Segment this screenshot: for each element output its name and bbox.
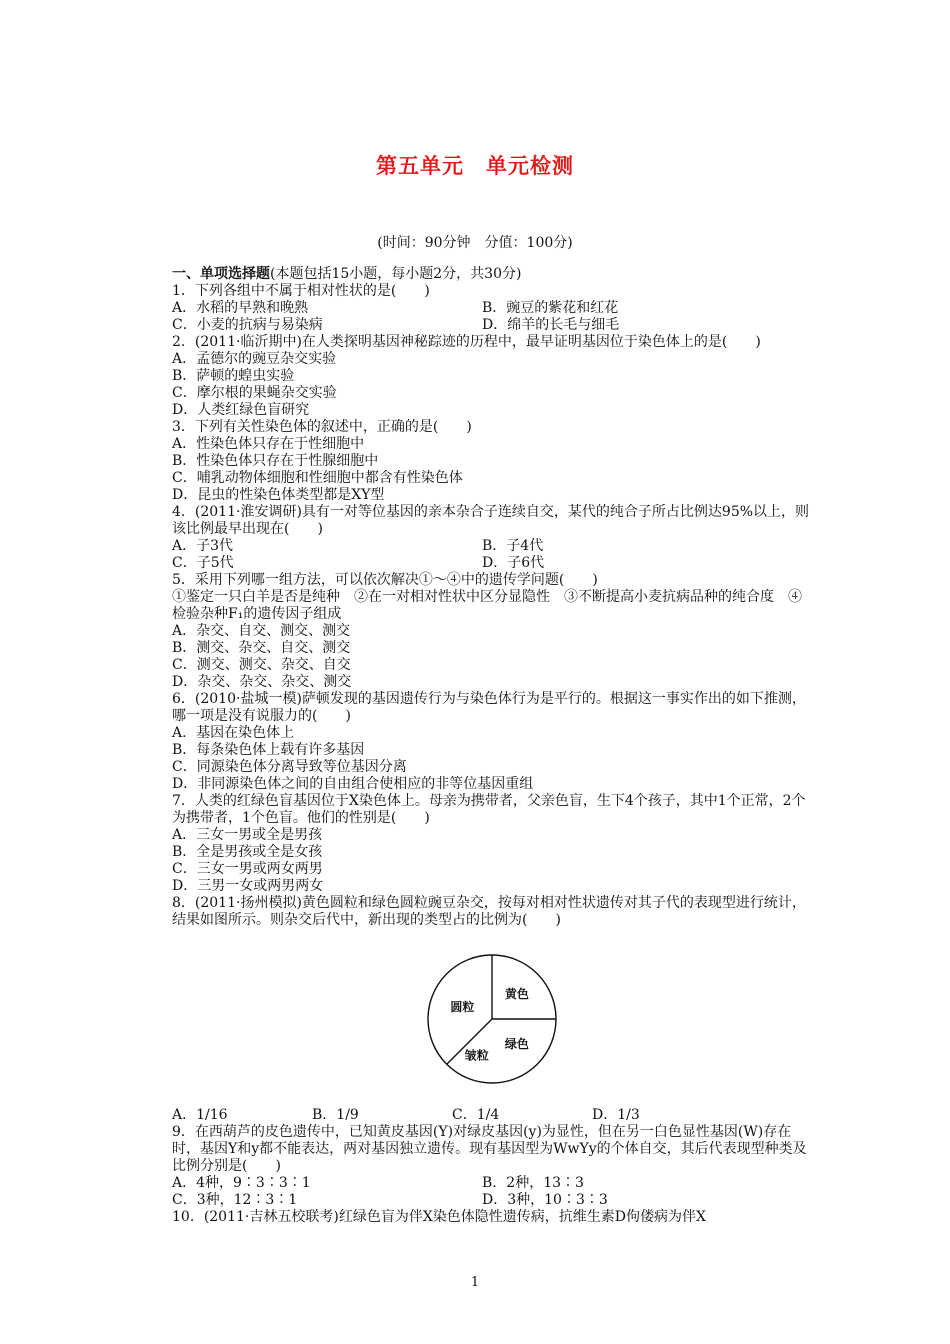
question-stem: 5．采用下列哪一组方法，可以依次解决①～④中的遗传学问题( ) <box>172 572 598 588</box>
option: B．2种，13∶3 <box>482 1175 584 1191</box>
option: B．萨顿的蝗虫实验 <box>172 368 295 384</box>
option: C．3种，12∶3∶1 <box>172 1192 298 1208</box>
option: C．三女一男或两女两男 <box>172 861 323 877</box>
option: C．摩尔根的果蝇杂交实验 <box>172 385 337 401</box>
option: A．水稻的早熟和晚熟 <box>172 300 309 316</box>
option: D．非同源染色体之间的自由组合使相应的非等位基因重组 <box>172 776 534 792</box>
option: C．测交、测交、杂交、自交 <box>172 657 351 673</box>
option: B．1/9 <box>312 1107 359 1123</box>
question-stem: 10．(2011·吉林五校联考)红绿色盲为伴X染色体隐性遗传病，抗维生素D佝偻病为伴X <box>172 1209 706 1225</box>
option-row <box>172 1192 812 1209</box>
option: B．子4代 <box>482 538 544 554</box>
option: B．全是男孩或全是女孩 <box>172 844 323 860</box>
option: D．三男一女或两男两女 <box>172 878 324 894</box>
option: D．昆虫的性染色体类型都是XY型 <box>172 487 385 503</box>
option: B．测交、杂交、自交、测交 <box>172 640 351 656</box>
option-row <box>172 1107 812 1124</box>
option-row <box>172 538 812 555</box>
pie-chart <box>424 951 560 1087</box>
slice-label: 皱粒 <box>464 1048 489 1063</box>
option: A．杂交、自交、测交、测交 <box>172 623 351 639</box>
question-stem: 7．人类的红绿色盲基因位于X染色体上。母亲为携带者，父亲色盲，生下4个孩子，其中1个正常，2个为携带者，1个色盲。他们的性别是( ) <box>172 793 806 826</box>
option: D．1/3 <box>592 1107 640 1123</box>
option: D．杂交、杂交、杂交、测交 <box>172 674 352 690</box>
option: A．4种，9∶3∶3∶1 <box>172 1175 311 1191</box>
option: C．哺乳动物体细胞和性细胞中都含有性染色体 <box>172 470 463 486</box>
question-stem: 9．在西葫芦的皮色遗传中，已知黄皮基因(Y)对绿皮基因(y)为显性，但在另一白色显性基因(W)存在时，基因Y和y都不能表达，两对基因独立遗传。现有基因型为WwYy的个体自交，其后代表现型种类及比例分别是( ) <box>172 1124 807 1174</box>
option: A．性染色体只存在于性细胞中 <box>172 436 365 452</box>
question-stem: 4．(2011·淮安调研)具有一对等位基因的亲本杂合子连续自交，某代的纯合子所占比例达95%以上，则该比例最早出现在( ) <box>172 504 810 537</box>
question-stem: 8．(2011·扬州模拟)黄色圆粒和绿色圆粒豌豆杂交，按每对相对性状遗传对其子代的表现型进行统计，结果如图所示。则杂交后代中，新出现的类型占的比例为( ) <box>172 895 806 928</box>
option: A．子3代 <box>172 538 234 554</box>
slice-label: 黄色 <box>504 987 529 1002</box>
slice-label: 绿色 <box>504 1036 529 1051</box>
option: C．子5代 <box>172 555 234 571</box>
section-heading <box>172 266 812 283</box>
option-row <box>172 555 812 572</box>
pie-chart-figure <box>172 951 812 1101</box>
option: A．1/16 <box>172 1107 228 1123</box>
option: C．同源染色体分离导致等位基因分离 <box>172 759 407 775</box>
question-stem: 6．(2010·盐城一模)萨顿发现的基因遗传行为与染色体行为是平行的。根据这一事实作出的如下推测，哪一项是没有说服力的( ) <box>172 691 806 724</box>
option-row <box>172 317 812 334</box>
option: A．孟德尔的豌豆杂交实验 <box>172 351 337 367</box>
option: D．子6代 <box>482 555 545 571</box>
question-stem: 3．下列有关性染色体的叙述中，正确的是( ) <box>172 419 472 435</box>
option: D．人类红绿色盲研究 <box>172 402 310 418</box>
question-extra: ①鉴定一只白羊是否是纯种 ②在一对相对性状中区分显隐性 ③不断提高小麦抗病品种的纯合度 ④检验杂种F₁的遗传因子组成 <box>172 589 802 622</box>
question-stem: 1．下列各组中不属于相对性状的是( ) <box>172 283 430 299</box>
option: B．每条染色体上载有许多基因 <box>172 742 365 758</box>
option: D．绵羊的长毛与细毛 <box>482 317 620 333</box>
page-title: 第五单元 单元检测 <box>376 154 574 178</box>
section-note: (本题包括15小题，每小题2分，共30分) <box>270 266 522 282</box>
option-row <box>172 1175 812 1192</box>
option: C．1/4 <box>452 1107 500 1123</box>
page-number: 1 <box>470 1275 480 1290</box>
option: C．小麦的抗病与易染病 <box>172 317 323 333</box>
option-row <box>172 300 812 317</box>
option: B．性染色体只存在于性腺细胞中 <box>172 453 379 469</box>
question-list <box>172 266 812 1226</box>
question-stem: 2．(2011·临沂期中)在人类探明基因神秘踪迹的历程中，最早证明基因位于染色体上的是( ) <box>172 334 761 350</box>
option: A．三女一男或全是男孩 <box>172 827 323 843</box>
exam-meta: (时间：90分钟 分值：100分) <box>377 235 573 251</box>
option: D．3种，10∶3∶3 <box>482 1192 608 1208</box>
option: B．豌豆的紫花和红花 <box>482 300 619 316</box>
section-label: 一、单项选择题 <box>172 266 270 282</box>
option: A．基因在染色体上 <box>172 725 295 741</box>
slice-label: 圆粒 <box>450 999 475 1014</box>
